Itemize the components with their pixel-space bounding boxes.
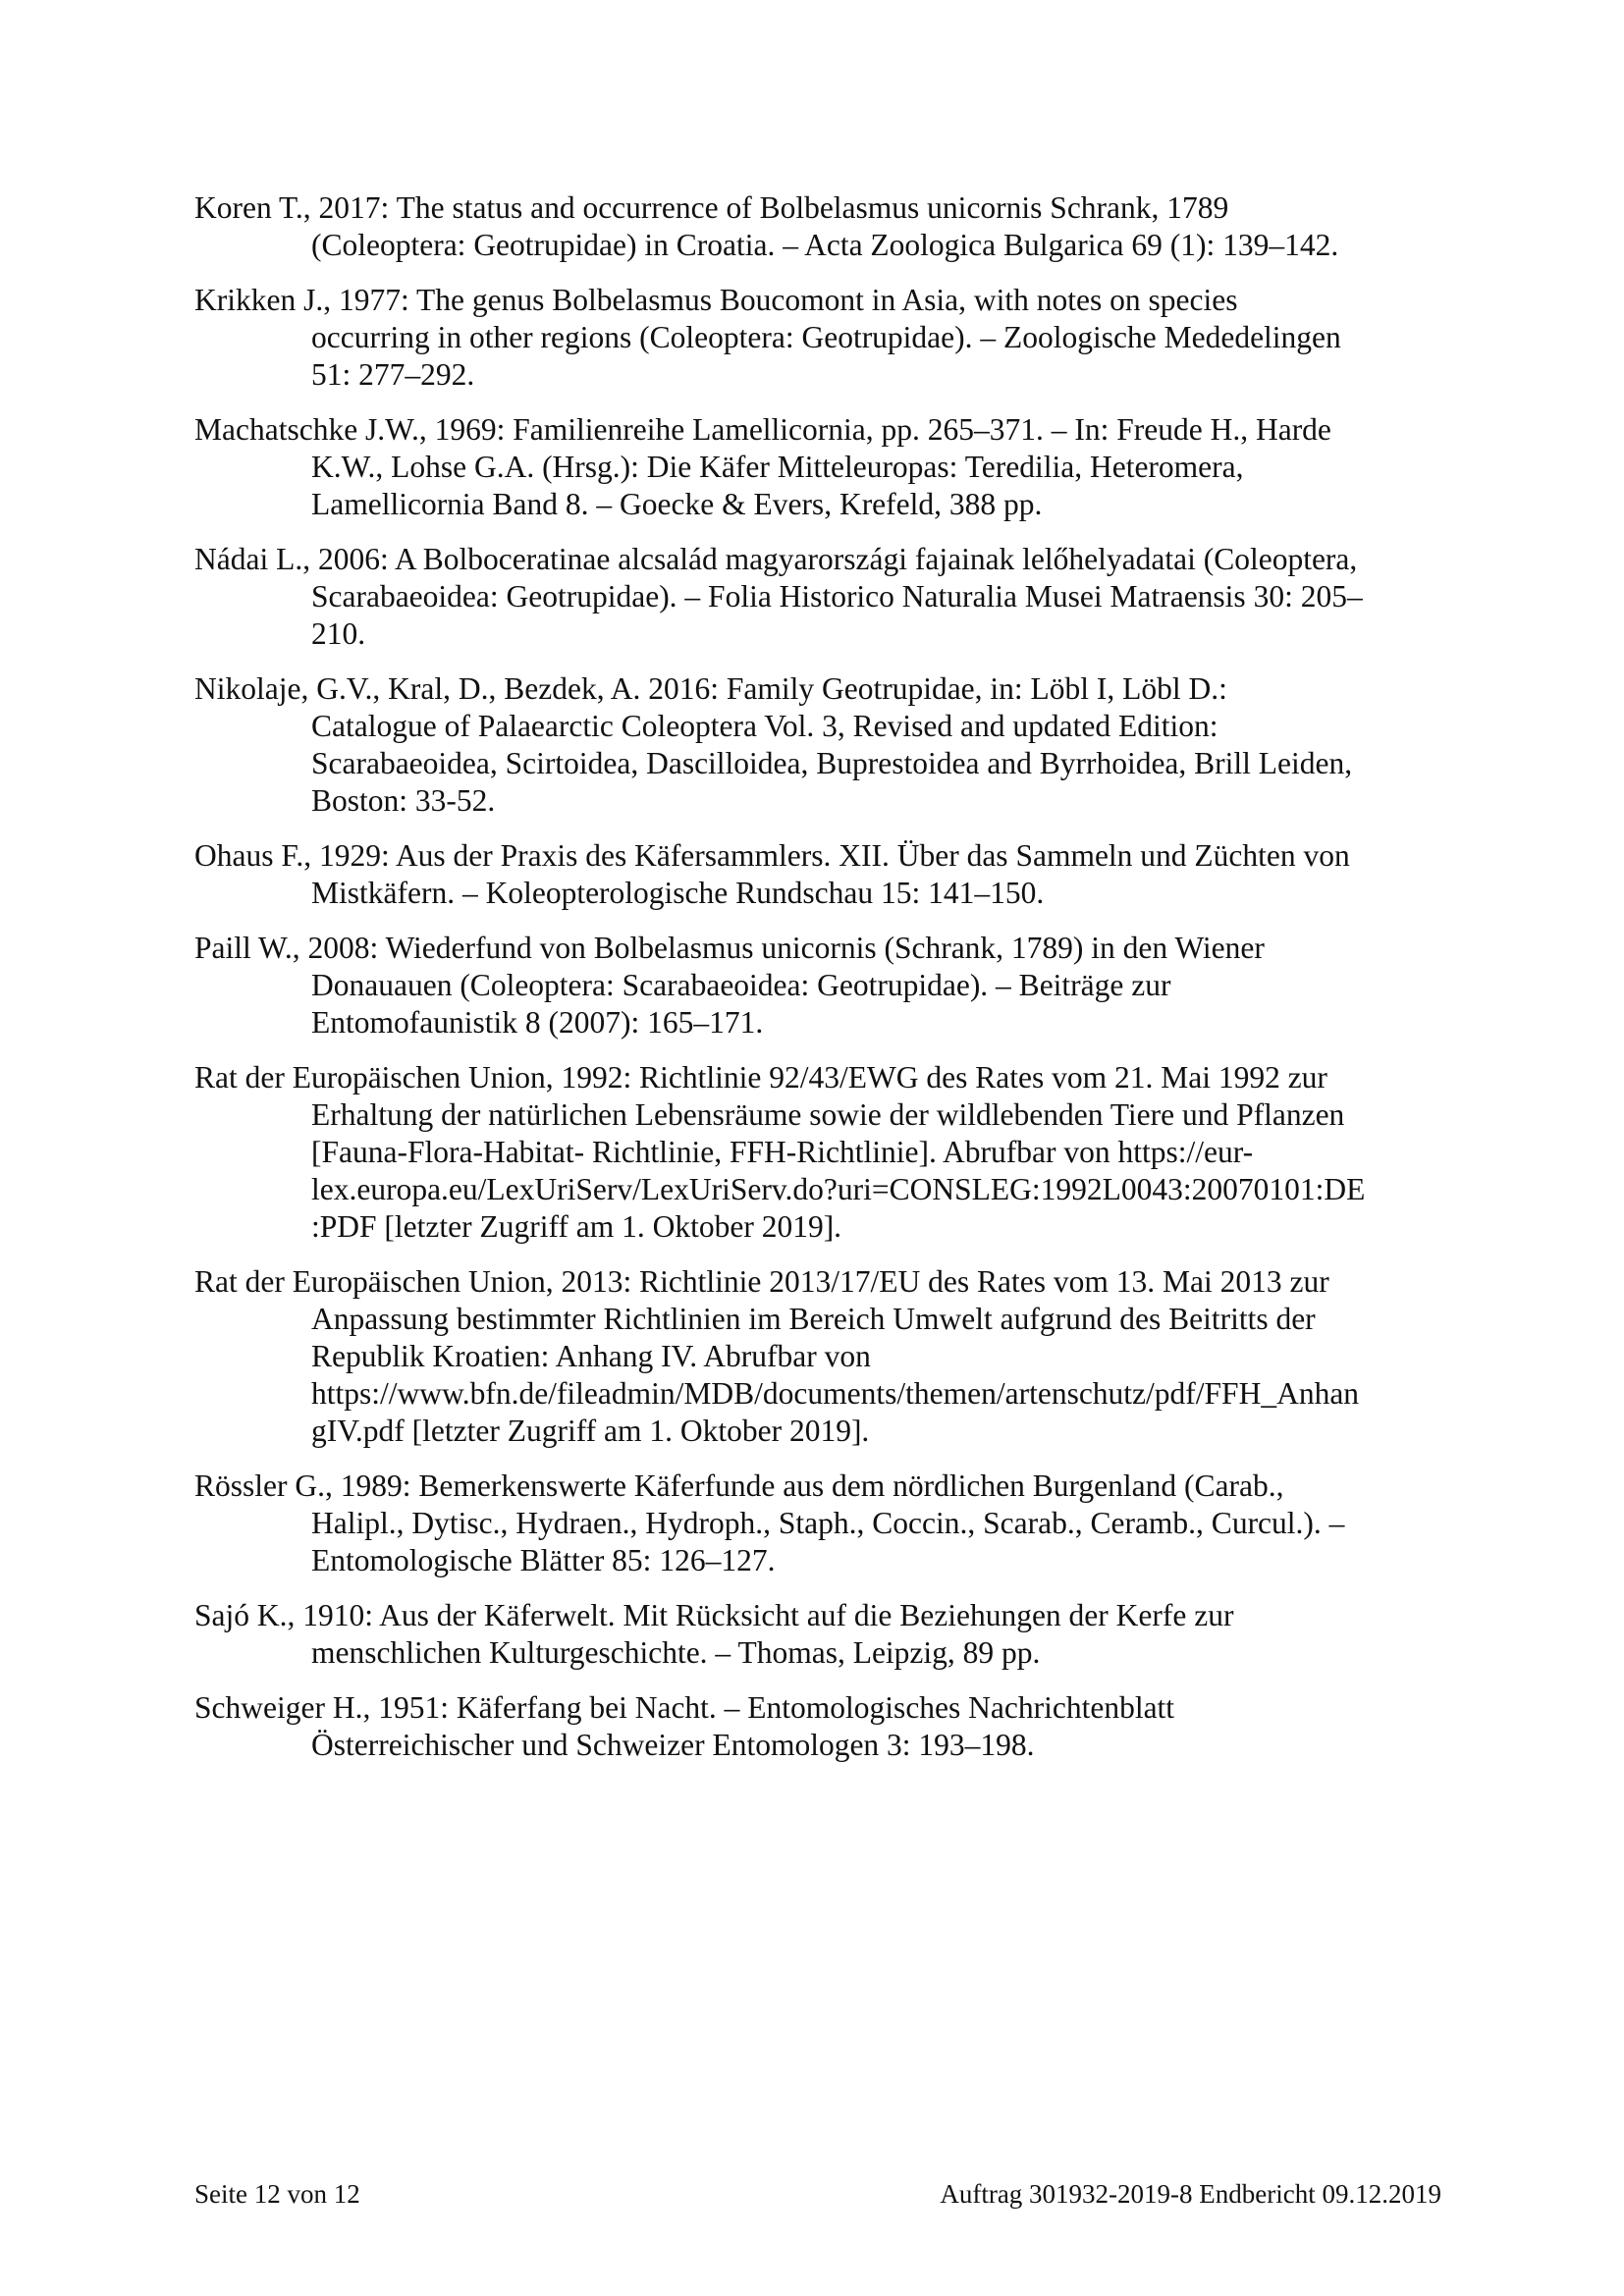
reference-line: [Fauna-Flora-Habitat- Richtlinie, FFH-Richtlinie]. Abrufbar von https://eur- (311, 1135, 1254, 1169)
reference-line: Boston: 33-52. (311, 783, 496, 818)
reference-line: lex.europa.eu/LexUriServ/LexUriServ.do?uri=CONSLEG:1992L0043:20070101:DE (311, 1172, 1366, 1206)
reference-line: K.W., Lohse G.A. (Hrsg.): Die Käfer Mitteleuropas: Teredilia, Heteromera, (311, 450, 1244, 484)
reference-line: Erhaltung der natürlichen Lebensräume sowie der wildlebenden Tiere und Pflanzen (311, 1097, 1345, 1132)
reference-line: Anpassung bestimmter Richtlinien im Bereich Umwelt aufgrund des Beitritts der (311, 1302, 1316, 1336)
reference-line: Entomologische Blätter 85: 126–127. (311, 1543, 776, 1577)
reference-line: (Coleoptera: Geotrupidae) in Croatia. – Acta Zoologica Bulgarica 69 (1): 139–142. (311, 228, 1339, 262)
reference-line: Ohaus F., 1929: Aus der Praxis des Käfersammlers. XII. Über das Sammeln und Züchten von (194, 838, 1350, 873)
reference-line: Scarabaeoidea, Scirtoidea, Dascilloidea, Buprestoidea and Byrrhoidea, Brill Leiden, (311, 746, 1353, 780)
reference-line: Republik Kroatien: Anhang IV. Abrufbar von (311, 1339, 871, 1373)
reference-line: Österreichischer und Schweizer Entomologen 3: 193–198. (311, 1728, 1035, 1762)
reference-line: Nikolaje, G.V., Kral, D., Bezdek, A. 2016: Family Geotrupidae, in: Löbl I, Löbl D.: (194, 671, 1227, 706)
report-reference: Auftrag 301932-2019-8 Endbericht 09.12.2019 (940, 2179, 1441, 2209)
reference-entry (194, 837, 1441, 912)
reference-line: Rat der Europäischen Union, 2013: Richtlinie 2013/17/EU des Rates vom 13. Mai 2013 zur (194, 1264, 1329, 1299)
reference-entry (194, 1059, 1441, 1246)
page-number: Seite 12 von 12 (194, 2179, 360, 2209)
reference-entry (194, 189, 1441, 264)
reference-entry (194, 670, 1441, 820)
reference-line: Schweiger H., 1951: Käferfang bei Nacht. – Entomologisches Nachrichtenblatt (194, 1690, 1175, 1725)
reference-line: https://www.bfn.de/fileadmin/MDB/documents/themen/artenschutz/pdf/FFH_Anhan (311, 1376, 1360, 1411)
reference-line: gIV.pdf [letzter Zugriff am 1. Oktober 2019]. (311, 1414, 870, 1448)
reference-line: Machatschke J.W., 1969: Familienreihe Lamellicornia, pp. 265–371. – In: Freude H., Harde (194, 412, 1331, 447)
reference-line: Sajó K., 1910: Aus der Käferwelt. Mit Rücksicht auf die Beziehungen der Kerfe zur (194, 1598, 1234, 1632)
reference-line: Paill W., 2008: Wiederfund von Bolbelasmus unicornis (Schrank, 1789) in den Wiener (194, 931, 1265, 965)
reference-entry (194, 1263, 1441, 1450)
reference-entry (194, 1689, 1441, 1764)
reference-line: Scarabaeoidea: Geotrupidae). – Folia Historico Naturalia Musei Matraensis 30: 205– (311, 579, 1363, 614)
reference-line: occurring in other regions (Coleoptera: Geotrupidae). – Zoologische Mededelingen (311, 320, 1341, 354)
reference-line: Rössler G., 1989: Bemerkenswerte Käferfunde aus dem nördlichen Burgenland (Carab., (194, 1468, 1284, 1503)
reference-line: 51: 277–292. (311, 357, 475, 392)
reference-entry (194, 541, 1441, 653)
reference-line: Halipl., Dytisc., Hydraen., Hydroph., Staph., Coccin., Scarab., Ceramb., Curcul.). – (311, 1506, 1345, 1540)
reference-line: Lamellicornia Band 8. – Goecke & Evers, Krefeld, 388 pp. (311, 487, 1043, 521)
reference-line: Krikken J., 1977: The genus Bolbelasmus Boucomont in Asia, with notes on species (194, 283, 1238, 317)
reference-entry (194, 411, 1441, 523)
reference-line: Catalogue of Palaearctic Coleoptera Vol. 3, Revised and updated Edition: (311, 709, 1218, 743)
reference-line: menschlichen Kulturgeschichte. – Thomas, Leipzig, 89 pp. (311, 1635, 1041, 1670)
reference-entry (194, 1468, 1441, 1579)
reference-line: Entomofaunistik 8 (2007): 165–171. (311, 1005, 764, 1040)
reference-entry (194, 1597, 1441, 1672)
reference-line: Rat der Europäischen Union, 1992: Richtlinie 92/43/EWG des Rates vom 21. Mai 1992 zur (194, 1060, 1327, 1095)
reference-line: 210. (311, 616, 366, 651)
page-footer (194, 2177, 1441, 2211)
reference-line: Donauauen (Coleoptera: Scarabaeoidea: Geotrupidae). – Beiträge zur (311, 968, 1171, 1002)
reference-line: :PDF [letzter Zugriff am 1. Oktober 2019]. (311, 1209, 842, 1244)
reference-line: Nádai L., 2006: A Bolboceratinae alcsalád magyarországi fajainak lelőhelyadatai (Coleoptera, (194, 542, 1358, 576)
reference-list (194, 189, 1441, 1782)
reference-entry (194, 930, 1441, 1041)
reference-entry (194, 282, 1441, 394)
reference-line: Mistkäfern. – Koleopterologische Rundschau 15: 141–150. (311, 876, 1045, 910)
reference-line: Koren T., 2017: The status and occurrence of Bolbelasmus unicornis Schrank, 1789 (194, 190, 1229, 225)
